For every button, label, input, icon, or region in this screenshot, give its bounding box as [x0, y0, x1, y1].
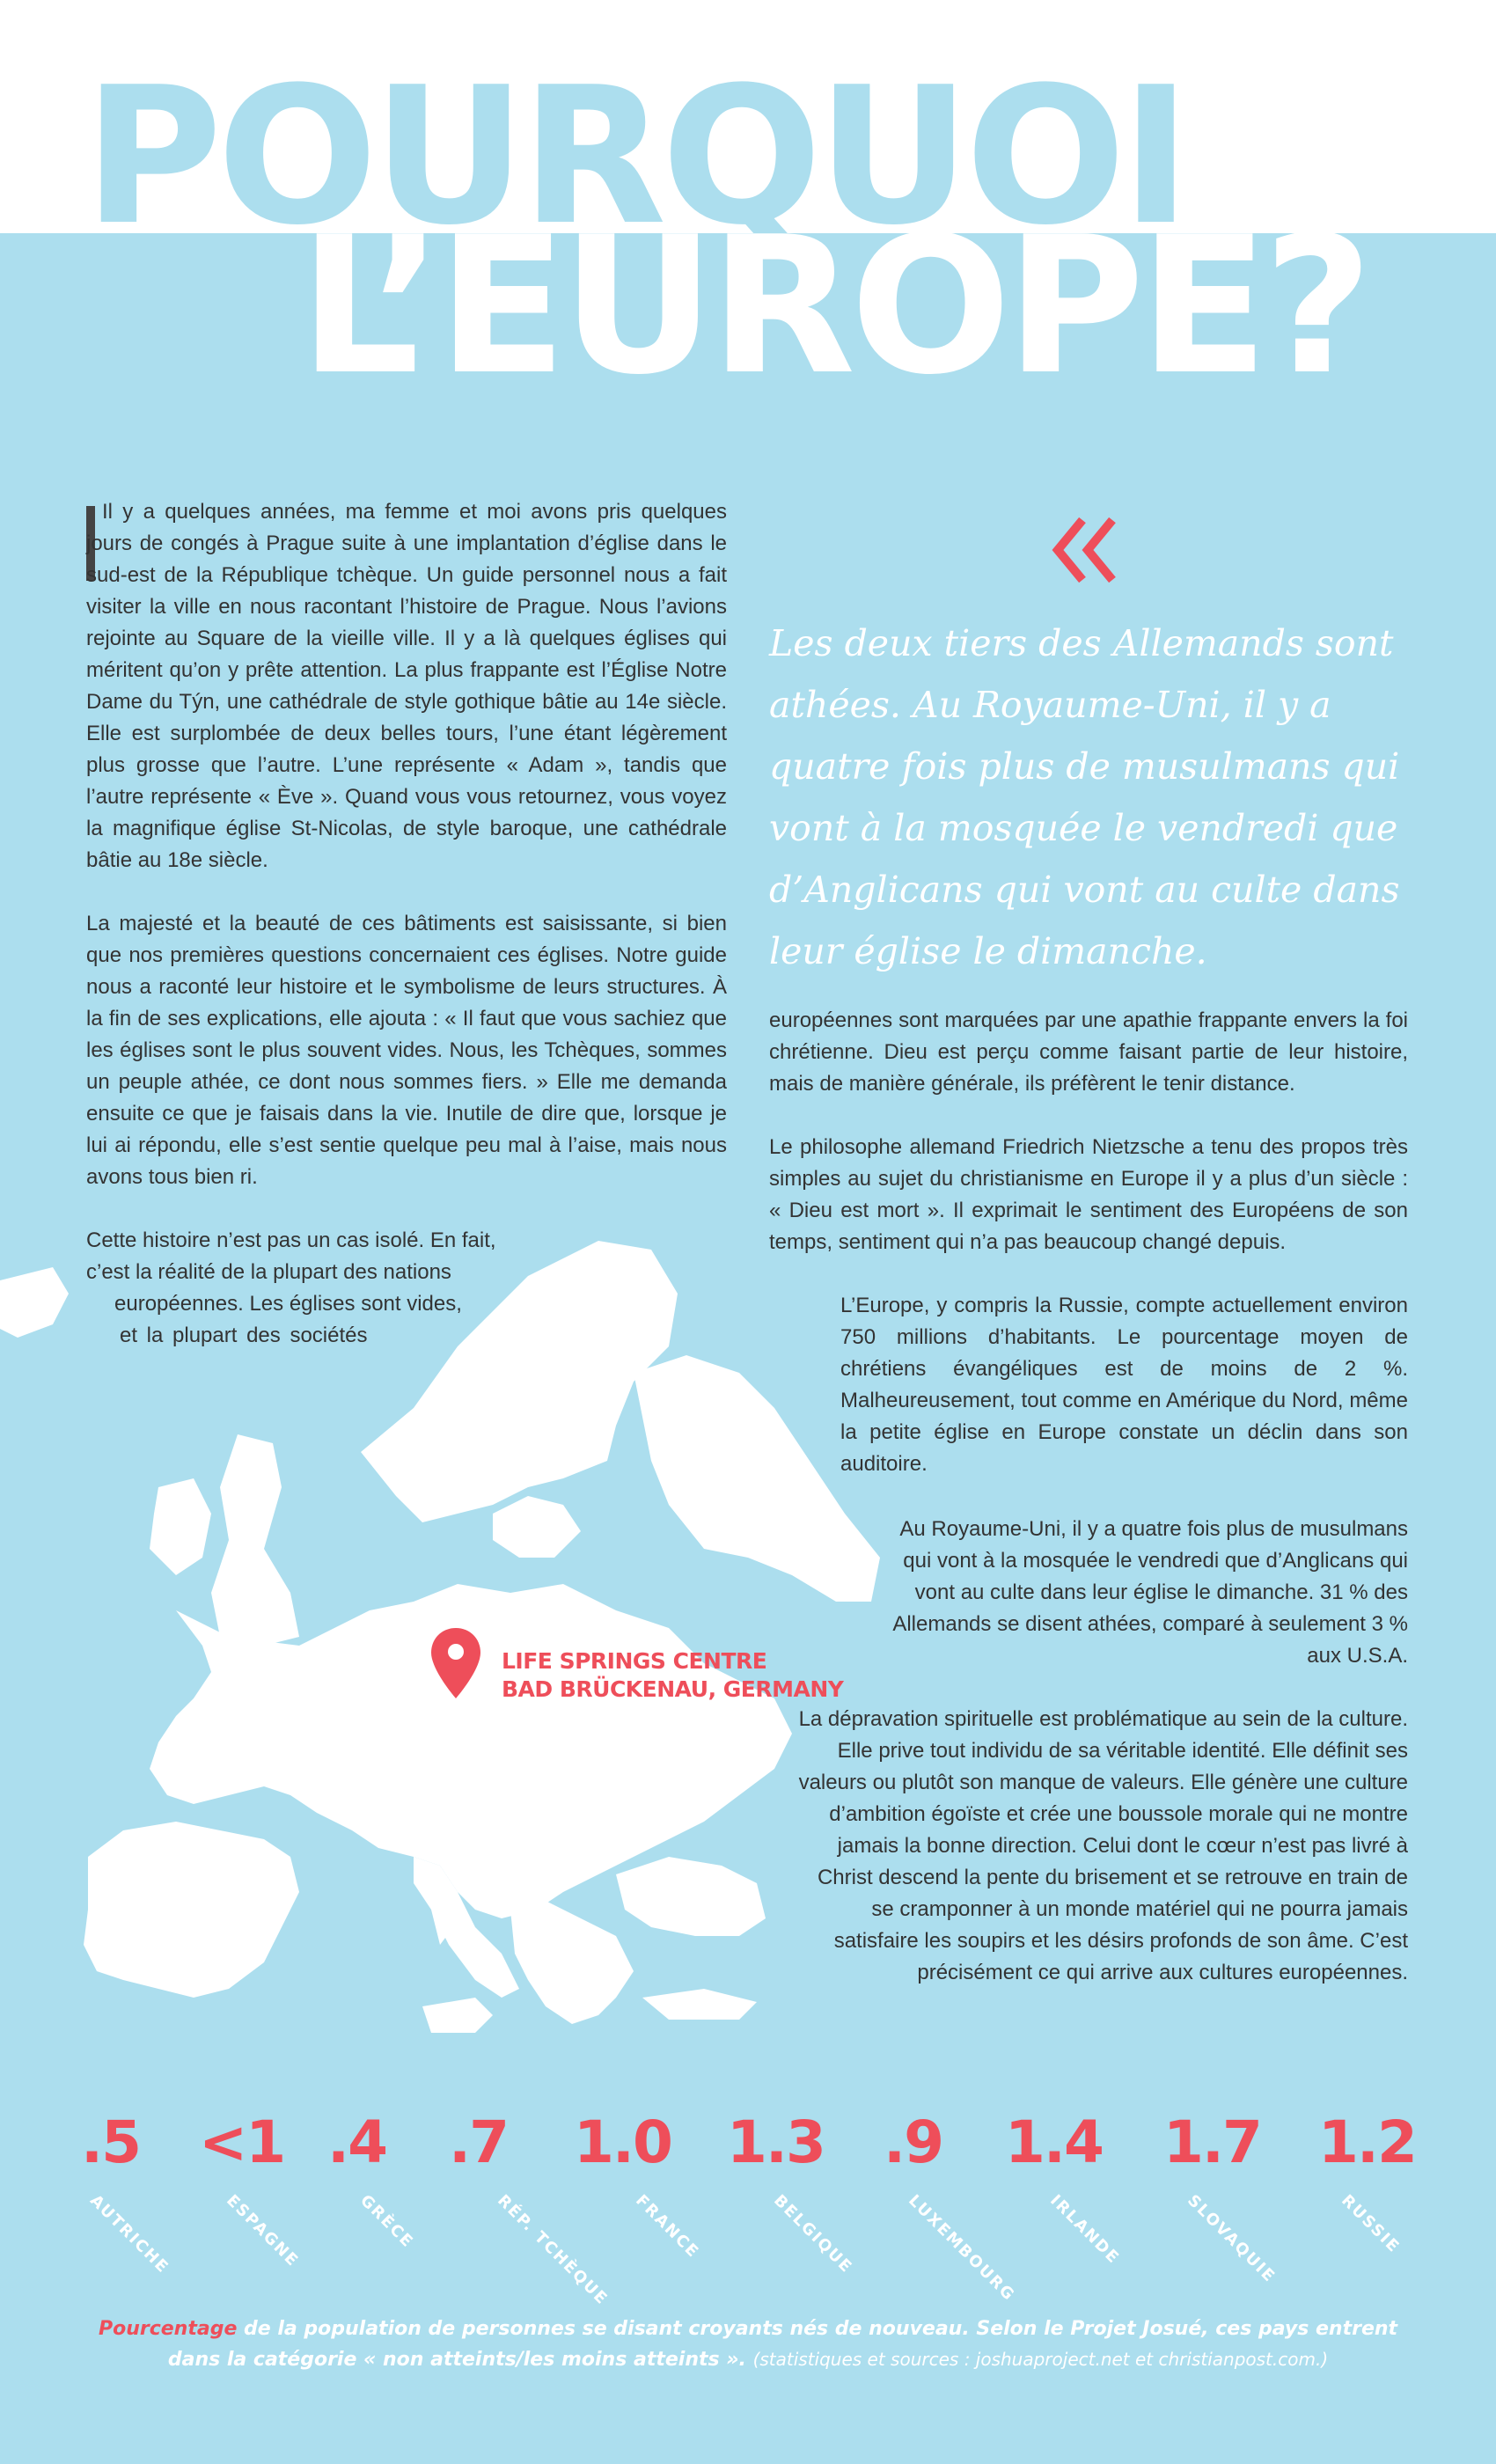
- stat-country-luxembourg: LUXEMBOURG: [905, 2191, 1019, 2306]
- footer-accent: Pourcentage: [98, 2318, 238, 2340]
- stat-country-rep-tcheque: RÉP. TCHÈQUE: [494, 2191, 612, 2309]
- stat-value-france: 1.0: [574, 2108, 671, 2176]
- article-paragraph-7: Au Royaume-Uni, il y a quatre fois plus de musulmans qui vont à la mosquée le vendredi que d’Anglicans qui vont au culte dans leur église le dimanche. 31 % des Allemands se disent athées, comparé à seulement 3 % aux U.S.A.: [892, 1517, 1408, 1668]
- article-paragraph-2: La majesté et la beauté de ces bâtiments est saisissante, si bien que nos premières questions concernaient ces églises. Notre guide nous a raconté leur histoire et le symbolisme de leurs structures. À la fin de ses explications, elle ajouta : « Il faut que vous sachiez que les églises sont le plus souvent vides. Nous, les Tchèques, sommes un peuple athée, ce dont nous sommes fiers. » Elle me demanda ensuite ce que je faisais dans la vie. Inutile de dire que, lorsque je lui ai répondu, elle s’est sentie quelque peu mal à l’aise, mais nous avons tous bien ri.: [86, 912, 727, 1189]
- article-paragraph-4: européennes sont marquées par une apathie frappante envers la foi chrétienne. Dieu est perçu comme faisant partie de leur histoire, mais de manière générale, ils préfèrent le tenir distance.: [769, 1008, 1408, 1096]
- article-paragraph-3-line-2: c’est la réalité de la plupart des nations: [86, 1260, 451, 1284]
- stat-country-grece: GRÈCE: [356, 2191, 418, 2252]
- stat-value-autriche: .5: [81, 2108, 140, 2176]
- stat-country-slovaquie: SLOVAQUIE: [1184, 2191, 1280, 2287]
- footer-sources: (statistiques et sources : joshuaproject.net et christianpost.com.): [752, 2349, 1329, 2370]
- stat-country-france: FRANCE: [632, 2191, 703, 2262]
- article-paragraph-1: Il y a quelques années, ma femme et moi avons pris quelques jours de congés à Prague suite à une implantation d’église dans le sud-est de la République tchèque. Un guide personnel nous a fait visiter la ville en nous racontant l’histoire de Prague. Nous l’avions rejointe au Square de la vieille ville. Il y a là quelques églises qui méritent qu’on y prête attention. La plus frappante est l’Église Notre Dame du Týn, une cathédrale de style gothique bâtie au 14e siècle. Elle est surplombée de deux belles tours, l’une étant légèrement plus grosse que l’autre. L’une représente « Adam », tandis que l’autre représente « Ève ». Quand vous vous retournez, vous voyez la magnifique église St-Nicolas, de style baroque, une cathédrale bâtie au 18e siècle.: [86, 500, 727, 872]
- article-paragraph-3-line-3: européennes. Les églises sont vides,: [114, 1292, 462, 1316]
- article-paragraph-6: L’Europe, y compris la Russie, compte actuellement environ 750 millions d’habitants. Le pourcentage moyen de chrétiens évangéliques est de moins de 2 %. Malheureusement, tout comme en Amérique du Nord, même la petite église en Europe constate un déclin dans son auditoire.: [840, 1294, 1408, 1476]
- stat-country-belgique: BELGIQUE: [770, 2191, 856, 2277]
- location-label-line-2: BAD BRÜCKENAU, GERMANY: [502, 1676, 844, 1702]
- title-line-2: L’EUROPE?: [299, 195, 1368, 416]
- article-paragraph-5: Le philosophe allemand Friedrich Nietzsche a tenu des propos très simples au sujet du christianisme en Europe il y a plus d’un siècle : « Dieu est mort ». Il exprimait le sentiment des Européens de son temps, sentiment qui n’a pas beaucoup changé depuis.: [769, 1135, 1408, 1254]
- stat-value-grece: .4: [327, 2108, 386, 2176]
- stat-value-slovaquie: 1.7: [1163, 2108, 1261, 2176]
- pull-quote: Les deux tiers des Allemands sont athées. Au Royaume-Uni, il y a quatre fois plus de musulmans qui vont à la mosquée le vendredi que d’Anglicans qui vont au culte dans leur église le dimanche.: [769, 622, 1400, 972]
- article-paragraph-8: La dépravation spirituelle est problématique au sein de la culture. Elle prive tout individu de sa véritable identité. Elle définit ses valeurs ou plutôt son manque de valeurs. Elle génère une culture d’ambition égoïste et crée une boussole morale qui ne montre jamais la bonne direction. Celui dont le cœur n’est pas livré à Christ descend la pente du brisement et se retrouve en train de se cramponner à un monde matériel qui ne pourra jamais satisfaire les soupirs et les désirs profonds de son âme. C’est précisément ce qui arrive aux cultures européennes.: [798, 1707, 1408, 1984]
- stat-value-irlande: 1.4: [1005, 2108, 1103, 2176]
- stat-country-irlande: IRLANDE: [1046, 2191, 1124, 2269]
- stat-value-rep-tcheque: .7: [449, 2108, 508, 2176]
- footer-text: de la population de personnes se disant croyants nés de nouveau. Selon le Projet Josué, ces pays entrent dans la catégorie « non atteints/les moins atteints ».: [167, 2318, 1398, 2371]
- footer-caption: [70, 2314, 1426, 2375]
- stat-country-autriche: AUTRICHE: [86, 2191, 173, 2277]
- location-label-line-1: LIFE SPRINGS CENTRE: [502, 1648, 767, 1674]
- europe-map: [0, 1223, 915, 2068]
- location-label: [502, 1647, 843, 1704]
- stat-country-espagne: ESPAGNE: [223, 2191, 303, 2271]
- title-line-1: POURQUOI: [84, 46, 1186, 267]
- stat-value-belgique: 1.3: [727, 2108, 825, 2176]
- article-paragraph-3-line-4: et la plupart des sociétés: [120, 1324, 368, 1347]
- stat-value-russie: 1.2: [1318, 2108, 1416, 2176]
- article-paragraph-3-line-1: Cette histoire n’est pas un cas isolé. En fait,: [86, 1228, 496, 1252]
- quote-mark-icon: [1047, 515, 1126, 585]
- stat-value-espagne: <1: [199, 2108, 285, 2176]
- stat-country-russie: RUSSIE: [1338, 2191, 1404, 2257]
- stat-value-luxembourg: .9: [884, 2108, 942, 2176]
